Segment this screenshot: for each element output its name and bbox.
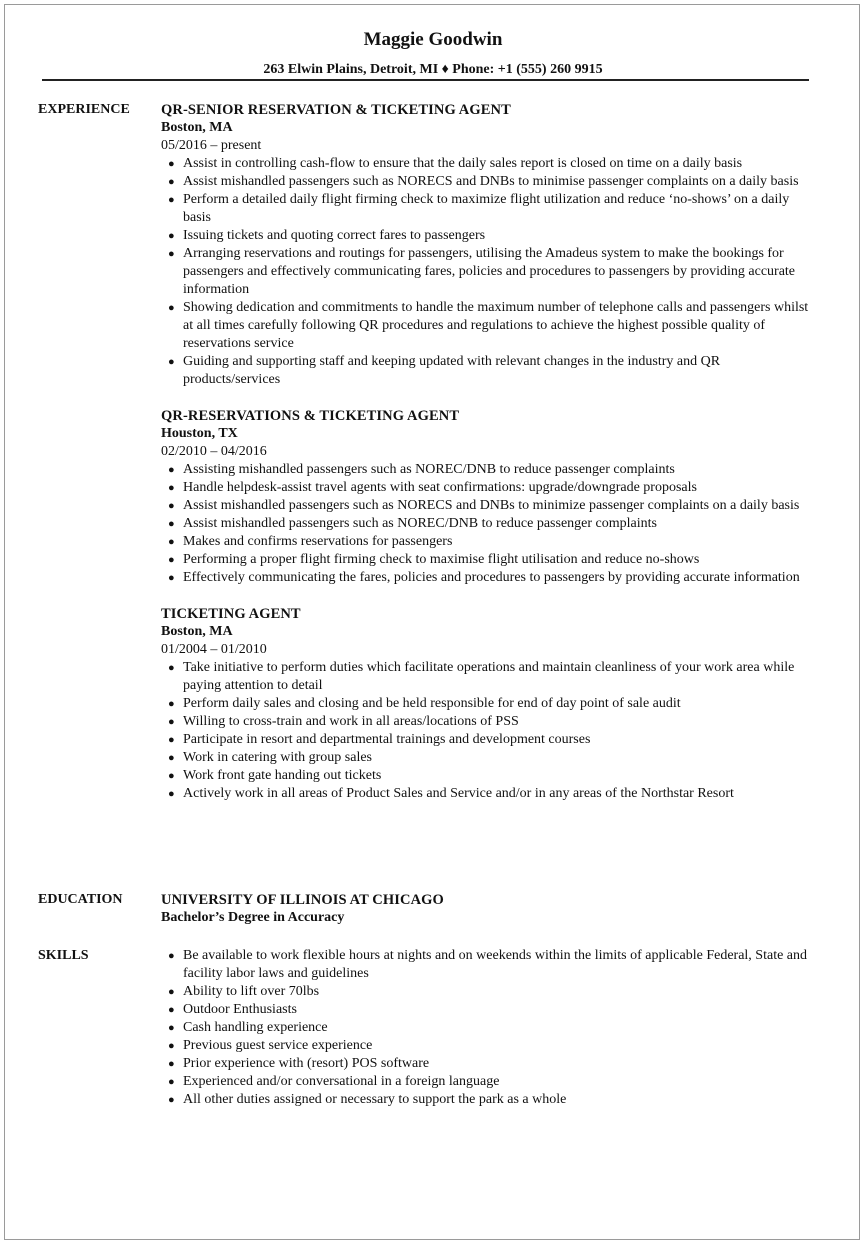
bullet-text: Cash handling experience [183, 1020, 328, 1035]
bullet-text: Arranging reservations and routings for passengers, utilising the Amadeus system to make the bookings for passengers and effectively communicating fares, policies and procedures to passengers by providing accurate information [183, 246, 796, 297]
bullet-item [161, 1019, 811, 1037]
bullet-item [161, 1073, 811, 1091]
bullet-dot-icon: ● [168, 302, 175, 314]
bullet-dot-icon: ● [168, 248, 175, 260]
bullet-text: Handle helpdesk-assist travel agents with seat confirmations: upgrade/downgrade proposals [183, 480, 697, 495]
job-dates: 02/2010 – 04/2016 [161, 444, 267, 459]
bullet-text: Be available to work flexible hours at nights and on weekends within the limits of applicable Federal, State and facility labor laws and guidelines [183, 948, 808, 981]
job-duties [161, 155, 811, 389]
bullet-item [161, 1001, 811, 1019]
bullet-text: Issuing tickets and quoting correct fares to passengers [183, 228, 486, 243]
job-dates: 05/2016 – present [161, 138, 262, 153]
bullet-item [161, 767, 811, 785]
bullet-dot-icon: ● [168, 734, 175, 746]
bullet-text: Experienced and/or conversational in a foreign language [183, 1074, 500, 1089]
bullet-dot-icon: ● [168, 176, 175, 188]
bullet-dot-icon: ● [168, 230, 175, 242]
bullet-dot-icon: ● [168, 194, 175, 206]
bullet-item [161, 1037, 811, 1055]
bullet-text: Makes and confirms reservations for passengers [183, 534, 453, 549]
bullet-text: Previous guest service experience [183, 1038, 373, 1053]
bullet-text: Showing dedication and commitments to handle the maximum number of telephone calls and passengers whilst at all times carefully following QR procedures and regulations to achieve the highest possible quality of reservations service [183, 300, 809, 351]
bullet-text: Guiding and supporting staff and keeping updated with relevant changes in the industry and QR products/services [183, 354, 721, 387]
degree: Bachelor’s Degree in Accuracy [161, 910, 345, 925]
bullet-dot-icon: ● [168, 752, 175, 764]
bullet-item [161, 173, 811, 191]
header-divider [42, 79, 809, 81]
bullet-text: Work front gate handing out tickets [183, 768, 382, 783]
bullet-dot-icon: ● [168, 158, 175, 170]
job-entry [161, 605, 811, 803]
bullet-dot-icon: ● [168, 662, 175, 674]
bullet-item [161, 695, 811, 713]
job-title: QR-RESERVATIONS & TICKETING AGENT [161, 408, 460, 424]
bullet-item [161, 155, 811, 173]
bullet-item [161, 947, 811, 983]
job-location: Boston, MA [161, 120, 233, 135]
bullet-item [161, 983, 811, 1001]
bullet-item [161, 299, 811, 353]
bullet-dot-icon: ● [168, 1004, 175, 1016]
section-title-experience: EXPERIENCE [38, 102, 130, 117]
bullet-text: Prior experience with (resort) POS software [183, 1056, 430, 1071]
bullet-text: Ability to lift over 70lbs [183, 984, 320, 999]
contact-line: 263 Elwin Plains, Detroit, MI ♦ Phone: +1 (555) 260 9915 [263, 62, 603, 77]
bullet-text: Perform daily sales and closing and be held responsible for end of day point of sale audit [183, 696, 681, 711]
bullet-item [161, 497, 811, 515]
bullet-item [161, 461, 811, 479]
bullet-text: Effectively communicating the fares, policies and procedures to passengers by providing accurate information [183, 570, 800, 585]
bullet-dot-icon: ● [168, 698, 175, 710]
bullet-item [161, 569, 811, 587]
bullet-item [161, 515, 811, 533]
job-duties [161, 659, 811, 803]
bullet-text: All other duties assigned or necessary to support the park as a whole [183, 1092, 567, 1107]
bullet-item [161, 551, 811, 569]
experience-list [161, 101, 811, 821]
bullet-dot-icon: ● [168, 1040, 175, 1052]
bullet-text: Assist mishandled passengers such as NORECS and DNBs to minimise passenger complaints on a daily basis [183, 174, 799, 189]
bullet-item [161, 731, 811, 749]
bullet-text: Work in catering with group sales [183, 750, 372, 765]
bullet-item [161, 353, 811, 389]
job-dates: 01/2004 – 01/2010 [161, 642, 267, 657]
bullet-dot-icon: ● [168, 716, 175, 728]
bullet-text: Assist mishandled passengers such as NORECS and DNBs to minimize passenger complaints on a daily basis [183, 498, 800, 513]
job-title: QR-SENIOR RESERVATION & TICKETING AGENT [161, 102, 511, 118]
skills-list-wrap [161, 947, 811, 1109]
job-duties [161, 461, 811, 587]
bullet-dot-icon: ● [168, 1076, 175, 1088]
bullet-item [161, 245, 811, 299]
bullet-item [161, 1091, 811, 1109]
candidate-name: Maggie Goodwin [363, 29, 503, 50]
bullet-dot-icon: ● [168, 770, 175, 782]
bullet-text: Assist mishandled passengers such as NOREC/DNB to reduce passenger complaints [183, 516, 657, 531]
bullet-dot-icon: ● [168, 482, 175, 494]
job-entry [161, 407, 811, 587]
bullet-dot-icon: ● [168, 950, 175, 962]
bullet-item [161, 191, 811, 227]
bullet-dot-icon: ● [168, 1022, 175, 1034]
bullet-dot-icon: ● [168, 1058, 175, 1070]
bullet-dot-icon: ● [168, 518, 175, 530]
skills-list [161, 947, 811, 1109]
bullet-item [161, 1055, 811, 1073]
section-title-skills: SKILLS [38, 948, 89, 963]
bullet-dot-icon: ● [168, 572, 175, 584]
education-entry [161, 891, 811, 927]
resume-header [0, 29, 866, 79]
job-location: Boston, MA [161, 624, 233, 639]
bullet-dot-icon: ● [168, 536, 175, 548]
school-name: UNIVERSITY OF ILLINOIS AT CHICAGO [161, 892, 444, 908]
bullet-text: Assisting mishandled passengers such as NOREC/DNB to reduce passenger complaints [183, 462, 675, 477]
bullet-item [161, 533, 811, 551]
bullet-text: Participate in resort and departmental trainings and development courses [183, 732, 591, 747]
bullet-item [161, 713, 811, 731]
bullet-text: Perform a detailed daily flight firming check to maximize flight utilization and reduce ‘no-shows’ on a daily basis [183, 192, 790, 225]
job-location: Houston, TX [161, 426, 238, 441]
bullet-text: Take initiative to perform duties which facilitate operations and maintain cleanliness of your work area while paying attention to detail [183, 660, 795, 693]
bullet-item [161, 659, 811, 695]
bullet-dot-icon: ● [168, 554, 175, 566]
bullet-item [161, 749, 811, 767]
bullet-dot-icon: ● [168, 356, 175, 368]
job-entry [161, 101, 811, 389]
bullet-item [161, 479, 811, 497]
bullet-item [161, 227, 811, 245]
bullet-text: Performing a proper flight firming check to maximise flight utilisation and reduce no-shows [183, 552, 700, 567]
bullet-text: Actively work in all areas of Product Sales and Service and/or in any areas of the Northstar Resort [183, 786, 734, 801]
bullet-text: Willing to cross-train and work in all areas/locations of PSS [183, 714, 519, 729]
bullet-dot-icon: ● [168, 788, 175, 800]
bullet-dot-icon: ● [168, 1094, 175, 1106]
bullet-text: Assist in controlling cash-flow to ensure that the daily sales report is closed on time on a daily basis [183, 156, 743, 171]
bullet-dot-icon: ● [168, 500, 175, 512]
bullet-dot-icon: ● [168, 986, 175, 998]
bullet-item [161, 785, 811, 803]
job-title: TICKETING AGENT [161, 606, 301, 622]
section-title-education: EDUCATION [38, 892, 123, 907]
bullet-dot-icon: ● [168, 464, 175, 476]
bullet-text: Outdoor Enthusiasts [183, 1002, 297, 1017]
